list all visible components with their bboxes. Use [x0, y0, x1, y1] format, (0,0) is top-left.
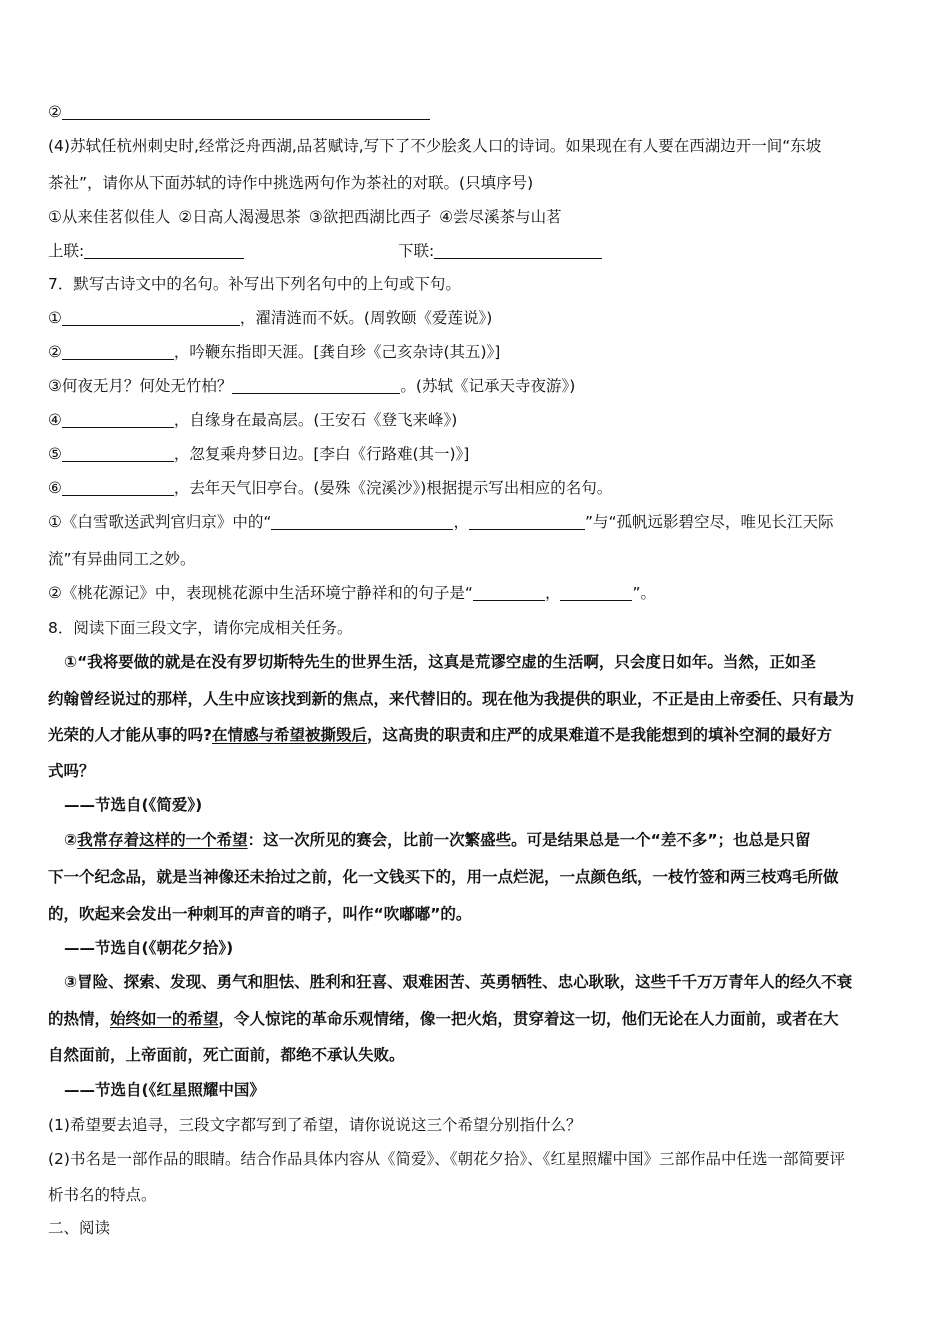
underlined-phrase: 始终如一的希望: [110, 1010, 219, 1028]
passage-1-line1: ①“我将要做的就是在没有罗切斯特先生的世界生活，这真是荒谬空虚的生活啊，只会度日如年。当然，正如圣: [64, 653, 816, 671]
answer-blank[interactable]: [62, 479, 174, 496]
passage-2-source: ——节选自(《朝花夕拾》): [64, 939, 234, 957]
q7-item-6: ⑥ ，去年天气旧亭台。(晏殊《浣溪沙》)根据提示写出相应的名句。: [48, 479, 613, 497]
q6-options: [48, 206, 908, 228]
passage-2-line2: 下一个纪念品，就是当神像还未抬过之前，化一文钱买下的，用一点烂泥，一点颜色纸，一枝竹签和两三枝鸡毛所做: [48, 868, 839, 886]
q8-task-1: (1)希望要去追寻，三段文字都写到了希望，请你说说这三个希望分别指什么？: [48, 1116, 582, 1134]
option-3: ③欲把西湖比西子: [308, 208, 432, 226]
passage-2-line3: 的，吹起来会发出一种刺耳的声音的哨子，叫作“吹嘟嘟”的。: [48, 905, 472, 923]
lower-couplet-blank[interactable]: [434, 242, 602, 259]
section-heading: 二、阅读: [48, 1219, 111, 1237]
answer-blank[interactable]: [62, 411, 174, 428]
couplet-line: [48, 240, 908, 262]
answer-blank[interactable]: [232, 377, 400, 394]
answer-blank[interactable]: [62, 445, 174, 462]
q6-part4-line2: 茶社”，请你从下面苏轼的诗作中挑选两句作为茶社的对联。(只填序号): [48, 174, 534, 192]
answer-blank[interactable]: [271, 513, 453, 530]
q7-item-5: ⑤ ，忽复乘舟梦日边。[李白《行路难(其一)》]: [48, 445, 470, 463]
answer-blank[interactable]: [62, 343, 174, 360]
q7-item-3: ③何夜无月？何处无竹柏？ 。(苏轼《记承天寺夜游》): [48, 377, 576, 395]
passage-3-line2: 的热情，始终如一的希望，令人惊诧的革命乐观情绪，像一把火焰，贯穿着这一切，他们无论在人力面前，或者在大: [48, 1010, 839, 1028]
lower-couplet: [398, 240, 602, 262]
q7-sub-1-line2: 流”有异曲同工之妙。: [48, 550, 196, 568]
upper-couplet-blank[interactable]: [84, 242, 244, 259]
underlined-phrase: 我常存着这样的一个希望: [77, 831, 248, 849]
underlined-phrase: 在情感与希望被撕毁后: [212, 726, 368, 744]
q8-task-2-line2: 析书名的特点。: [48, 1186, 157, 1204]
answer-blank[interactable]: [560, 584, 632, 601]
passage-1-line4: 式吗？: [48, 762, 95, 780]
passage-1-source: ——节选自(《简爱》): [64, 796, 203, 814]
passage-3-line1: ③冒险、探索、发现、勇气和胆怯、胜利和狂喜、艰难困苦、英勇牺牲、忠心耿耿，这些千千万万青年人的经久不衰: [64, 973, 853, 991]
q7-sub-2: ②《桃花源记》中，表现桃花源中生活环境宁静祥和的句子是“ ， ”。: [48, 584, 656, 602]
q7-item-1: ① ，濯清涟而不妖。(周敦颐《爱莲说》): [48, 309, 493, 327]
q7-sub-1: ①《白雪歌送武判官归京》中的“ ， ”与“孤帆远影碧空尽，唯见长江天际: [48, 513, 834, 531]
passage-1-line2: 约翰曾经说过的那样，人生中应该找到新的焦点，来代替旧的。现在他为我提供的职业，不正是由上帝委任、只有最为: [48, 690, 855, 708]
q7-title: 7．默写古诗文中的名句。补写出下列名句中的上句或下句。: [48, 275, 461, 293]
q6-blank-line: ②: [48, 101, 908, 123]
option-4: ④尝尽溪茶与山茗: [439, 208, 562, 226]
upper-couplet-label: 上联:: [48, 242, 85, 260]
passage-3-source: ——节选自(《红星照耀中国》: [64, 1081, 265, 1099]
option-2: ②日高人渴漫思茶: [178, 208, 301, 226]
option-1: ①从来佳茗似佳人: [48, 208, 171, 226]
lower-couplet-label: 下联:: [398, 242, 435, 260]
answer-blank[interactable]: [62, 103, 430, 120]
q6-part4-line1: (4)苏轼任杭州刺史时,经常泛舟西湖,品茗赋诗,写下了不少脍炙人口的诗词。如果现在有人要在西湖边开一间“东坡: [48, 137, 822, 155]
passage-1-line3: 光荣的人才能从事的吗?在情感与希望被撕毁后，这高贵的职责和庄严的成果难道不是我能想到的填补空洞的最好方: [48, 726, 833, 744]
answer-blank[interactable]: [469, 513, 585, 530]
q8-task-2-line1: (2)书名是一部作品的眼睛。结合作品具体内容从《简爱》、《朝花夕拾》、《红星照耀中国》三部作品中任选一部简要评: [48, 1150, 845, 1168]
passage-2-line1: ②我常存着这样的一个希望：这一次所见的赛会，比前一次繁盛些。可是结果总是一个“差不多”；也总是只留: [64, 831, 811, 849]
answer-blank[interactable]: [62, 309, 240, 326]
answer-blank[interactable]: [473, 584, 545, 601]
q7-item-4: ④ ，自缘身在最高层。(王安石《登飞来峰》): [48, 411, 458, 429]
q7-item-2: ② ，吟鞭东指即天涯。[龚自珍《己亥杂诗(其五)》]: [48, 343, 501, 361]
passage-3-line3: 自然面前，上帝面前，死亡面前，都绝不承认失败。: [48, 1046, 405, 1064]
q8-title: 8．阅读下面三段文字，请你完成相关任务。: [48, 619, 353, 637]
